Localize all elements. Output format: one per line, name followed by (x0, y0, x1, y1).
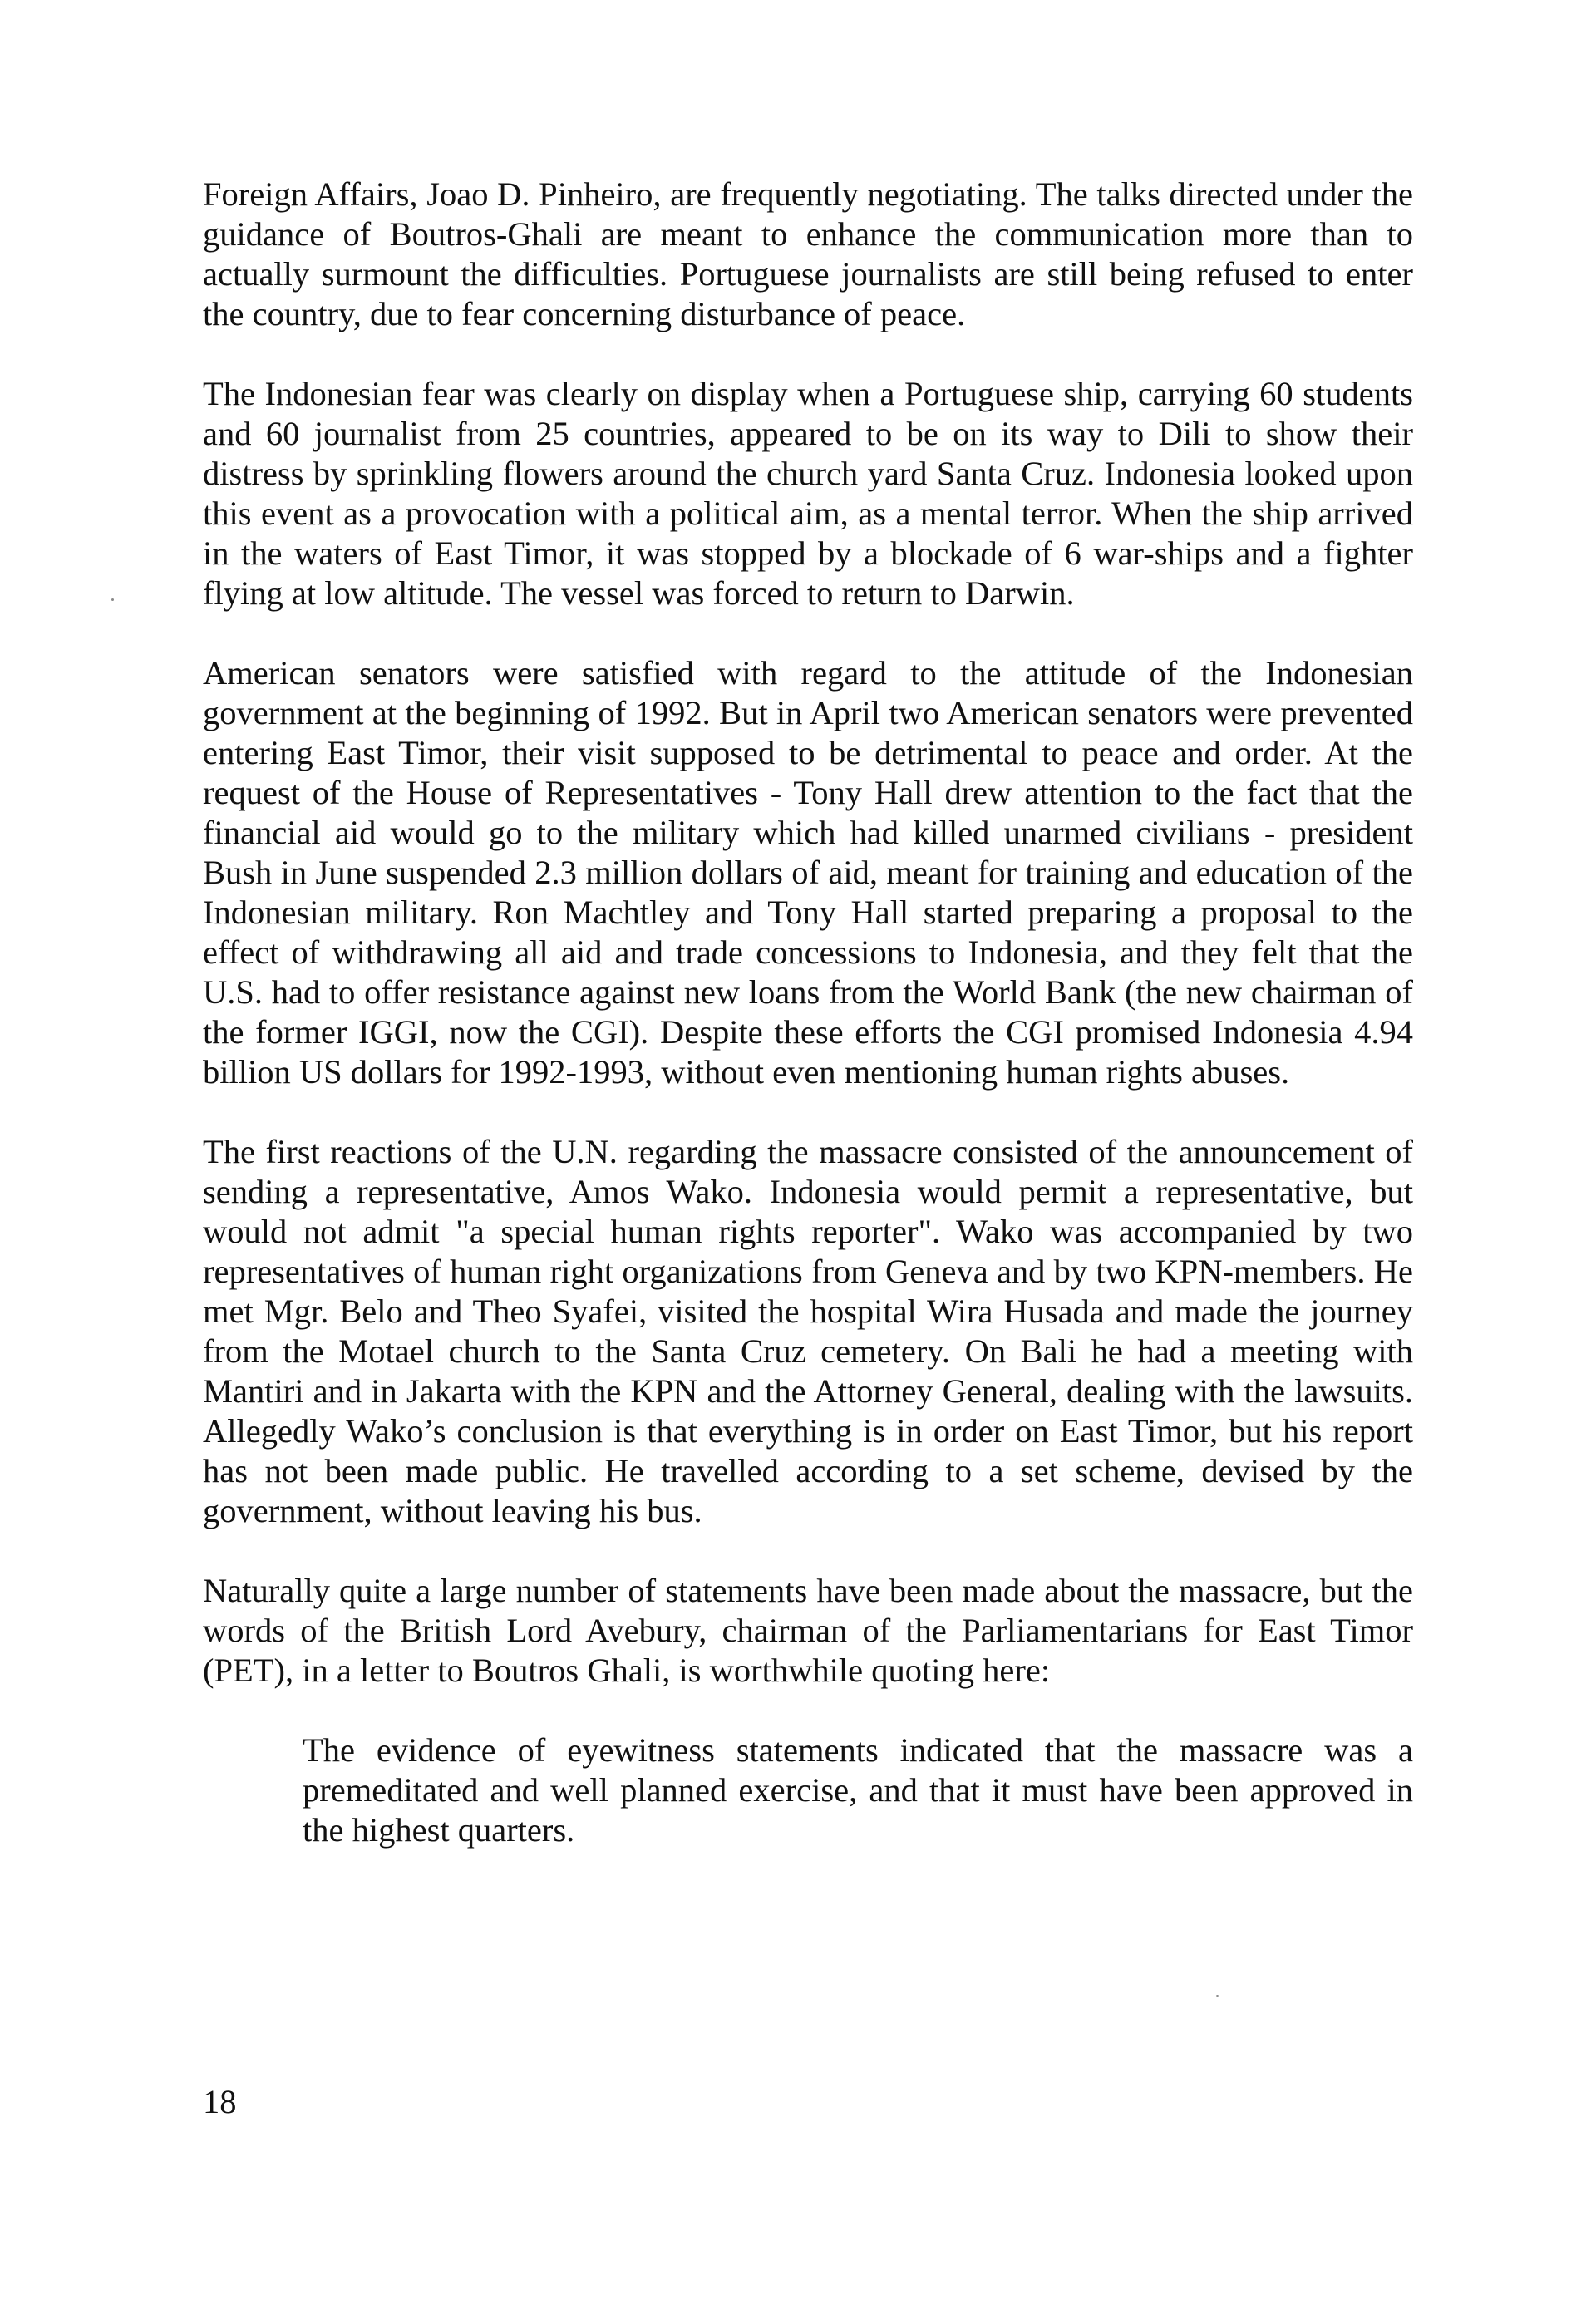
block-quote: The evidence of eyewitness statements indicated that the massacre was a premeditated and well planned exercise, and that it must have been approved in the highest quarters. (303, 1731, 1413, 1849)
page-body (203, 175, 1413, 1850)
page-number: 18 (203, 2083, 237, 2120)
scan-speck (1216, 1995, 1219, 1997)
paragraph-portuguese-ship: The Indonesian fear was clearly on display when a Portuguese ship, carrying 60 students and 60 journalist from 25 countries, appeared to be on its way to Dili to show their distress by sprinkling flowers around the church yard Santa Cruz. Indonesia looked upon this event as a provocation with a political aim, as a mental terror. When the ship arrived in the waters of East Timor, it was stopped by a blockade of 6 war-ships and a fighter flying at low altitude. The vessel was forced to return to Darwin. (203, 375, 1413, 612)
paragraph-american-senators: American senators were satisfied with regard to the attitude of the Indonesian government at the beginning of 1992. But in April two American senators were prevented entering East Timor, their visit supposed to be detrimental to peace and order. At the request of the House of Representatives - Tony Hall drew attention to the fact that the financial aid would go to the military which had killed unarmed civilians - president Bush in June suspended 2.3 million dollars of aid, meant for training and education of the Indonesian military. Ron Machtley and Tony Hall started preparing a proposal to the effect of withdrawing all aid and trade concessions to Indonesia, and they felt that the U.S. had to offer resistance against new loans from the World Bank (the new chairman of the former IGGI, now the CGI). Despite these efforts the CGI promised Indonesia 4.94 billion US dollars for 1992-1993, without even mentioning human rights abuses. (203, 654, 1413, 1091)
paragraph-un-reactions: The first reactions of the U.N. regarding the massacre consisted of the announcement of sending a representative, Amos Wako. Indonesia would permit a representative, but would not admit "a special human rights reporter". Wako was accompanied by two representatives of human right organizations from Geneva and by two KPN-members. He met Mgr. Belo and Theo Syafei, visited the hospital Wira Husada and made the journey from the Motael church to the Santa Cruz cemetery. On Bali he had a meeting with Mantiri and in Jakarta with the KPN and the Attorney General, dealing with the lawsuits. Allegedly Wako’s conclusion is that everything is in order on East Timor, but his report has not been made public. He travelled according to a set scheme, devised by the government, without leaving his bus. (203, 1133, 1413, 1529)
paragraph-statements: Naturally quite a large number of statements have been made about the massacre, but the words of the British Lord Avebury, chairman of the Parliamentarians for East Timor (PET), in a letter to Boutros Ghali, is worthwhile quoting here: (203, 1572, 1413, 1689)
scan-speck (111, 598, 114, 601)
paragraph-negotiations: Foreign Affairs, Joao D. Pinheiro, are frequently negotiating. The talks directed under the guidance of Boutros-Ghali are meant to enhance the communication more than to actually surmount the difficulties. Portuguese journalists are still being refused to enter the country, due to fear concerning disturbance of peace. (203, 175, 1413, 332)
